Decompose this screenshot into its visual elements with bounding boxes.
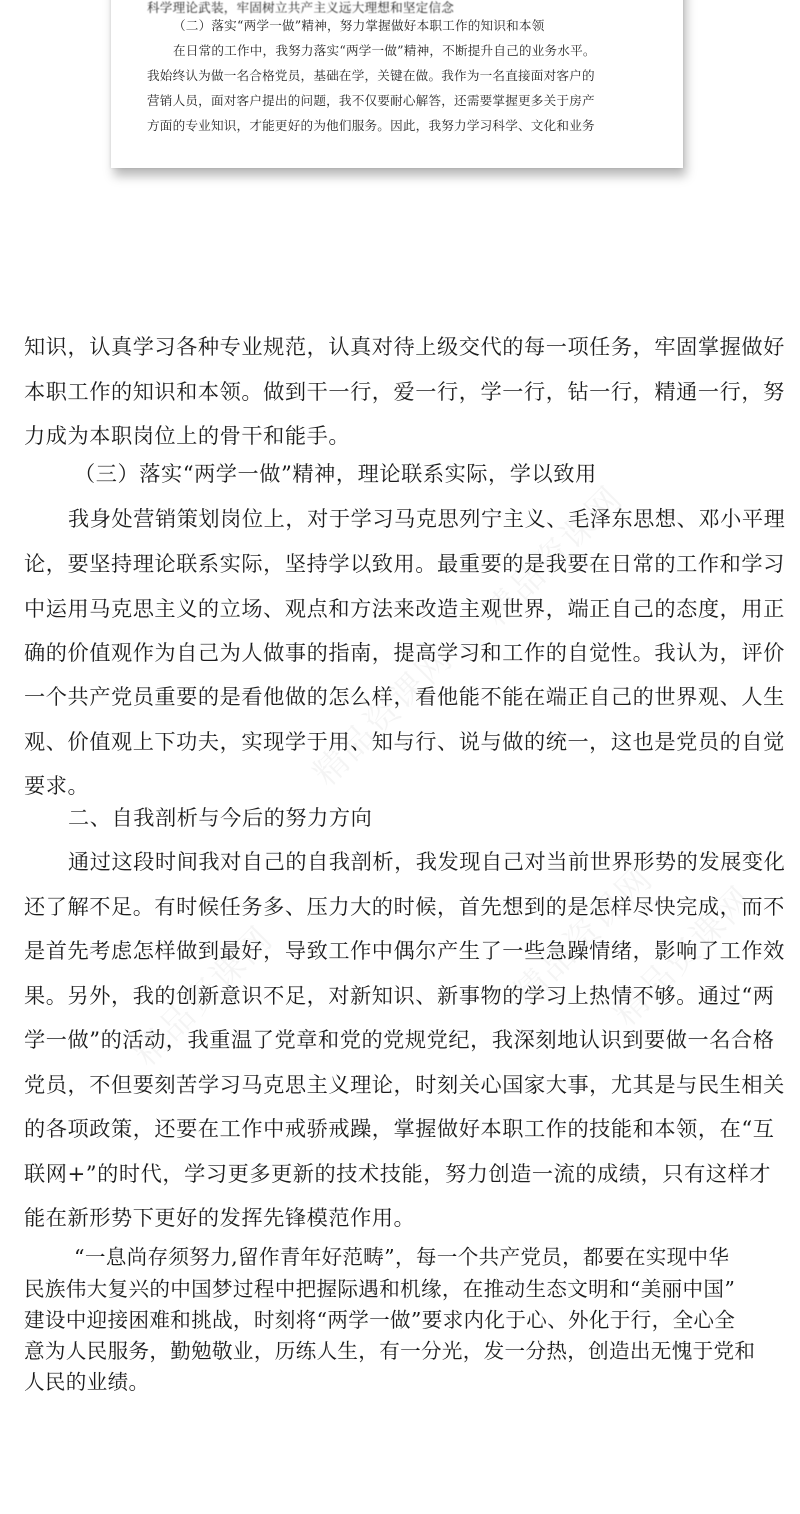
page-preview-card	[111, 0, 683, 168]
paragraph-line: 我身处营销策划岗位上，对于学习马克思列宁主义、毛泽东思想、邓小平理	[68, 506, 786, 531]
paragraph-line: 通过这段时间我对自己的自我剖析，我发现自己对当前世界形势的发展变化	[68, 849, 786, 874]
preview-line: 科学理论武装，牢固树立共产主义远大理想和坚定信念	[147, 0, 455, 15]
preview-line: 方面的专业知识，才能更好的为他们服务。因此，我努力学习科学、文化和业务	[147, 118, 595, 133]
paragraph-line: 要求。	[24, 773, 90, 798]
preview-line: 营销人员，面对客户提出的问题，我不仅要耐心解答，还需要掌握更多关于房产	[147, 93, 595, 108]
paragraph-line: 党员，不但要刻苦学习马克思主义理论，时刻关心国家大事，尤其是与民生相关	[24, 1072, 785, 1097]
paragraph-line: 联网+”的时代，学习更多更新的技术技能，努力创造一流的成绩，只有这样才	[24, 1161, 772, 1186]
paragraph-line: 论，要坚持理论联系实际，坚持学以致用。最重要的是我要在日常的工作和学习	[24, 551, 785, 576]
paragraph-line: 力成为本职岗位上的骨干和能手。	[24, 423, 351, 448]
paragraph-line: 本职工作的知识和本领。做到干一行，爱一行，学一行，钻一行，精通一行，努	[24, 379, 785, 404]
paragraph-line: 果。另外，我的创新意识不足，对新知识、新事物的学习上热情不够。通过“两	[24, 983, 775, 1008]
paragraph-line: 一个共产党员重要的是看他做的怎么样，看他能不能在端正自己的世界观、人生	[24, 684, 785, 709]
preview-line: 在日常的工作中，我努力落实“两学一做”精神，不断提升自己的业务水平。	[173, 43, 596, 58]
paragraph-line: 确的价值观作为自己为人做事的指南，提高学习和工作的自觉性。我认为，评价	[24, 640, 785, 665]
paragraph-line: 还了解不足。有时候任务多、压力大的时候，首先想到的是怎样尽快完成，而不	[24, 894, 785, 919]
paragraph-line: 学一做”的活动，我重温了党章和党的党规党纪，我深刻地认识到要做一名合格	[24, 1027, 775, 1052]
paragraph-line: 中运用马克思主义的立场、观点和方法来改造主观世界，端正自己的态度，用正	[24, 596, 785, 621]
section-heading: 二、自我剖析与今后的努力方向	[68, 805, 373, 830]
paragraph-line: 人民的业绩。	[24, 1370, 150, 1394]
paragraph-line: 意为人民服务，勤勉敬业，历练人生，有一分光，发一分热，创造出无愧于党和	[24, 1339, 756, 1363]
paragraph-line: “一息尚存须努力,留作青年好范畴”，每一个共产党员，都要在实现中华	[74, 1245, 730, 1269]
paragraph-line: 建设中迎接困难和挑战，时刻将“两学一做”要求内化于心、外化于行，全心全	[24, 1308, 736, 1332]
section-heading: （三）落实“两学一做”精神，理论联系实际，学以致用	[74, 461, 597, 486]
paragraph-line: 的各项政策，还要在工作中戒骄戒躁，掌握做好本职工作的技能和本领，在“互	[24, 1116, 775, 1141]
paragraph-line: 能在新形势下更好的发挥先锋模范作用。	[24, 1205, 416, 1230]
paragraph-line: 是首先考虑怎样做到最好，导致工作中偶尔产生了一些急躁情绪，影响了工作效	[24, 938, 785, 963]
preview-line: （二）落实“两学一做”精神，努力掌握做好本职工作的知识和本领	[173, 18, 545, 33]
preview-line: 我始终认为做一名合格党员，基础在学，关键在做。我作为一名直接面对客户的	[147, 68, 595, 83]
paragraph-line: 知识，认真学习各种专业规范，认真对待上级交代的每一项任务，牢固掌握做好	[24, 334, 785, 359]
paragraph-line: 观、价值观上下功夫，实现学于用、知与行、说与做的统一，这也是党员的自觉	[24, 729, 785, 754]
paragraph-line: 民族伟大复兴的中国梦过程中把握际遇和机缘，在推动生态文明和“美丽中国”	[24, 1277, 736, 1301]
